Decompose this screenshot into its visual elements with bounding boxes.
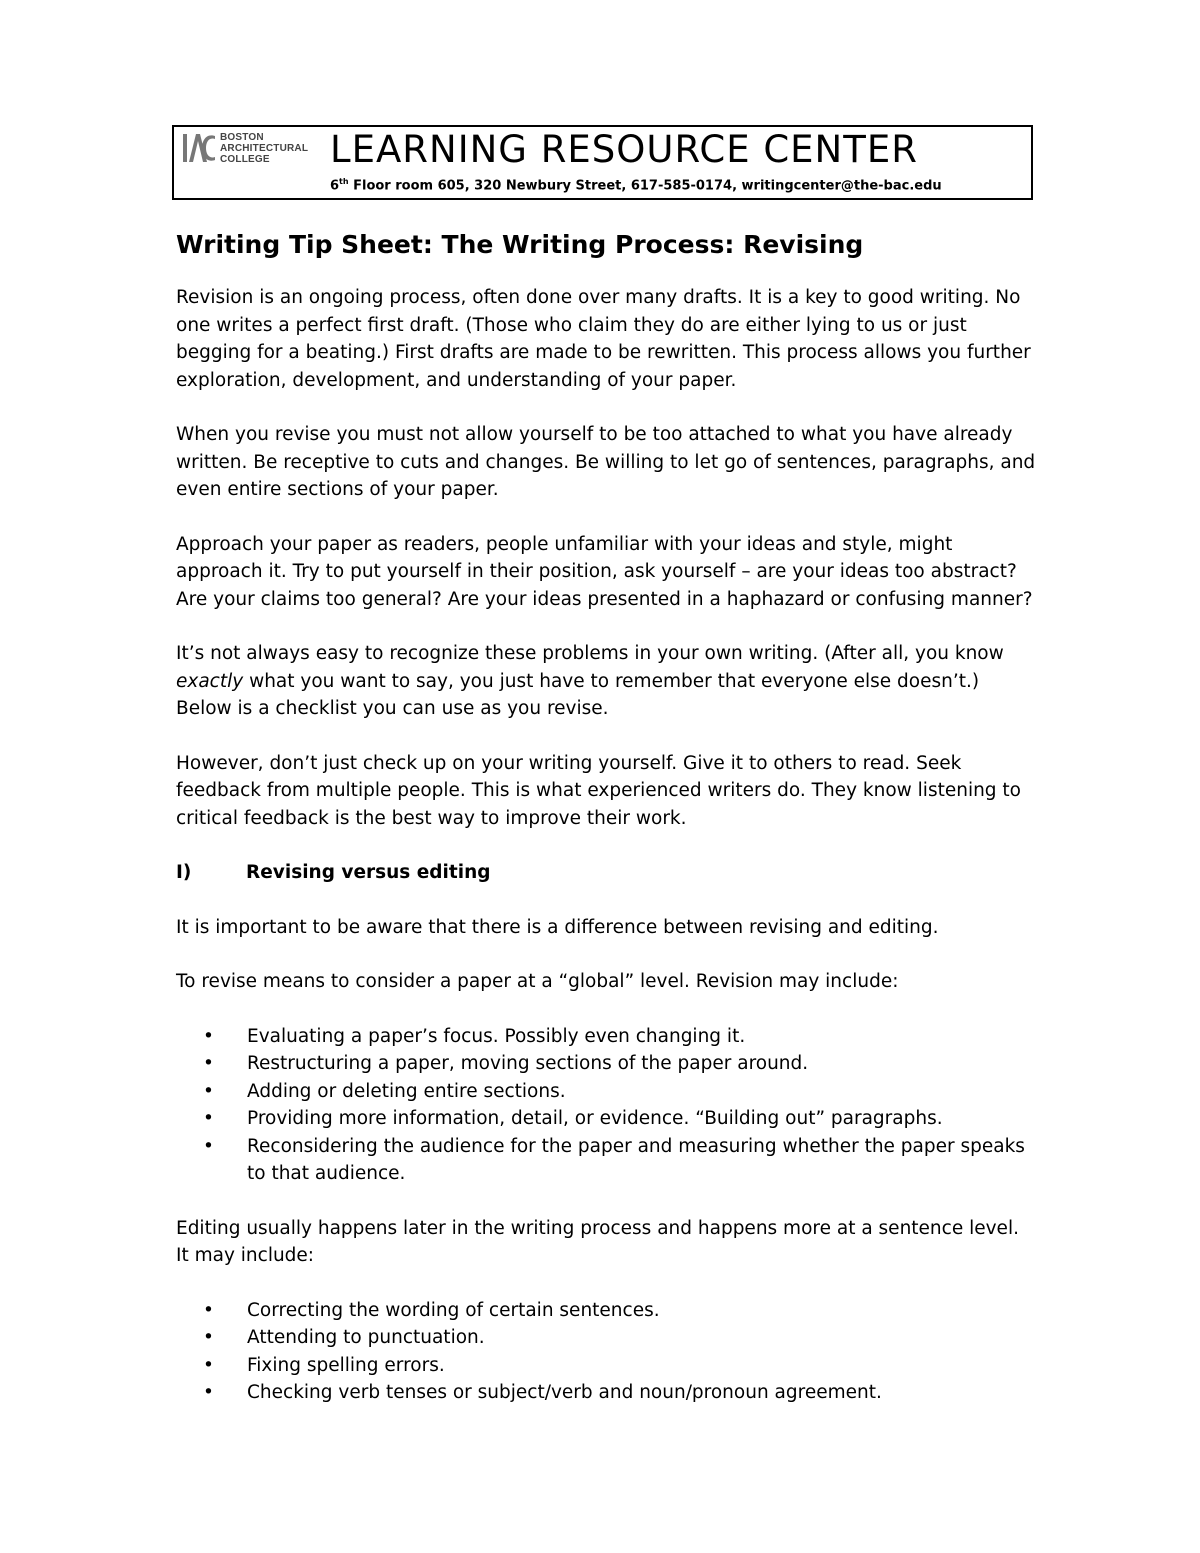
list-item: • Checking verb tenses or subject/verb and noun/pronoun agreement. [176, 1379, 1036, 1407]
emphasis-text: exactly [176, 670, 244, 692]
section-title: Revising versus editing [246, 862, 491, 883]
paragraph-text: what you want to say, you just have to remember that everyone else doesn’t.) Below is a checklist you can use as you revise. [176, 670, 980, 719]
document-title: Writing Tip Sheet: The Writing Process: Revising [176, 230, 864, 259]
contact-floor-suffix: th [339, 177, 349, 186]
list-item: • Adding or deleting entire sections. [176, 1078, 1036, 1106]
list-item: • Attending to punctuation. [176, 1324, 1036, 1352]
list-item: • Fixing spelling errors. [176, 1352, 1036, 1380]
logo-line: COLLEGE [220, 154, 270, 165]
paragraph: To revise means to consider a paper at a “global” level. Revision may include: [176, 971, 899, 992]
bac-logo-icon [182, 131, 216, 165]
paragraph: It is important to be aware that there is a difference between revising and editing. [176, 916, 939, 938]
paragraph: Revision is an ongoing process, often done over many drafts. It is a key to good writing. No one writes a perfect first draft. (Those who claim they do are either lying to us or just begging for a beating.) First drafts are made to be rewritten. This process allows you further exploration, development, and understanding of your paper. [176, 287, 1031, 391]
revise-list [176, 1023, 1036, 1188]
header-box [172, 125, 1033, 200]
logo-text [220, 132, 308, 165]
center-title: LEARNING RESOURCE CENTER [330, 128, 918, 171]
logo-line: BOSTON [220, 132, 264, 143]
paragraph: When you revise you must not allow yourself to be too attached to what you have already written. Be receptive to cuts and changes. Be willing to let go of sentences, paragraphs, and even entire sections of your paper. [176, 424, 1036, 500]
section-number: I) [176, 862, 192, 883]
list-item: • Correcting the wording of certain sentences. [176, 1297, 1036, 1325]
paragraph-text: It’s not always easy to recognize these problems in your own writing. (After all, you know [176, 643, 1004, 664]
paragraph: Editing usually happens later in the writing process and happens more at a sentence level. It may include: [176, 1217, 1019, 1266]
section-heading [176, 859, 1036, 887]
contact-line [330, 177, 942, 193]
paragraph: Approach your paper as readers, people unfamiliar with your ideas and style, might approach it. Try to put yourself in their position, ask yourself – are your ideas too abstract? Are your claims too general? Are your ideas presented in a haphazard or confusing manner? [176, 533, 1033, 610]
contact-details: Floor room 605, 320 Newbury Street, 617-585-0174, writingcenter@the-bac.edu [348, 178, 942, 194]
paragraph [176, 640, 1036, 723]
list-item: • Evaluating a paper’s focus. Possibly even changing it. [176, 1023, 1036, 1051]
list-item: • Providing more information, detail, or evidence. “Building out” paragraphs. [176, 1105, 1036, 1133]
college-logo [182, 131, 322, 167]
list-item: • Reconsidering the audience for the paper and measuring whether the paper speaks to that audience. [176, 1133, 1036, 1188]
logo-line: ARCHITECTURAL [220, 143, 309, 154]
paragraph: However, don’t just check up on your writing yourself. Give it to others to read. Seek feedback from multiple people. This is what experienced writers do. They know listening to critical feedback is the best way to improve their work. [176, 752, 1022, 829]
contact-floor-number: 6 [330, 178, 340, 194]
edit-list [176, 1297, 1036, 1407]
list-item: • Restructuring a paper, moving sections of the paper around. [176, 1050, 1036, 1078]
document-body [176, 228, 1036, 1434]
